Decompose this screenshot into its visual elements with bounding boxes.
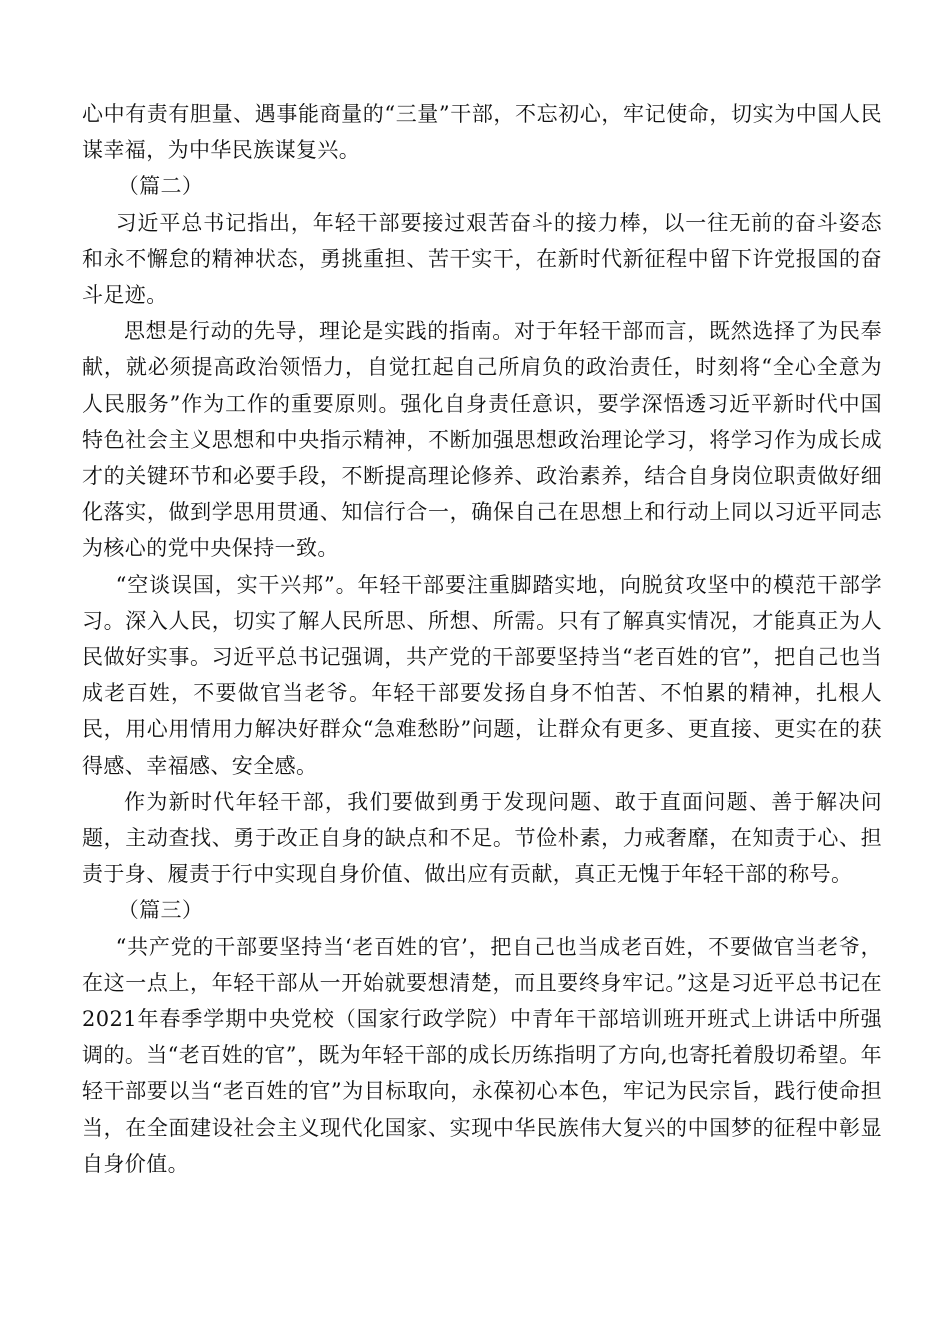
section-heading-part-three: （篇三） bbox=[117, 898, 204, 923]
paragraph: 作为新时代年轻干部，我们要做到勇于发现问题、敢于直面问题、善于解决问题，主动查找、勇于改正自身的缺点和不足。节俭朴素，力戒奢靡，在知责于心、担责于身、履责于行中实现自身价值、做出应有贡献，真正无愧于年轻干部的称号。 bbox=[82, 789, 882, 887]
paragraph: 习近平总书记指出，年轻干部要接过艰苦奋斗的接力棒，以一往无前的奋斗姿态和永不懈怠的精神状态，勇挑重担、苦干实干，在新时代新征程中留下许党报国的奋斗足迹。 bbox=[82, 210, 882, 308]
section-heading-part-two: （篇二） bbox=[117, 174, 204, 199]
document-body bbox=[82, 96, 882, 1182]
paragraph: 思想是行动的先导，理论是实践的指南。对于年轻干部而言，既然选择了为民奉献，就必须提高政治领悟力，自觉扛起自己所肩负的政治责任，时刻将“全心全意为人民服务”作为工作的重要原则。强化自身责任意识，要学深悟透习近平新时代中国特色社会主义思想和中央指示精神，不断加强思想政治理论学习，将学习作为成长成才的关键环节和必要手段，不断提高理论修养、政治素养，结合自身岗位职责做好细化落实，做到学思用贯通、知信行合一，确保自己在思想上和行动上同以习近平同志为核心的党中央保持一致。 bbox=[82, 319, 882, 561]
paragraph: “共产党的干部要坚持当‘老百姓的官’，把自己也当成老百姓，不要做官当老爷，在这一点上，年轻干部从一开始就要想清楚，而且要终身牢记。”这是习近平总书记在2021年春季学期中央党校（国家行政学院）中青年干部培训班开班式上讲话中所强调的。当“老百姓的官”，既为年轻干部的成长历练指明了方向,也寄托着殷切希望。年轻干部要以当“老百姓的官”为目标取向，永葆初心本色，牢记为民宗旨，践行使命担当，在全面建设社会主义现代化国家、实现中华民族伟大复兴的中国梦的征程中彰显自身价值。 bbox=[82, 934, 882, 1176]
paragraph: “空谈误国，实干兴邦”。年轻干部要注重脚踏实地，向脱贫攻坚中的模范干部学习。深入人民，切实了解人民所思、所想、所需。只有了解真实情况，才能真正为人民做好实事。习近平总书记强调，共产党的干部要坚持当“老百姓的官”，把自己也当成老百姓，不要做官当老爷。年轻干部要发扬自身不怕苦、不怕累的精神，扎根人民，用心用情用力解决好群众“急难愁盼”问题，让群众有更多、更直接、更实在的获得感、幸福感、安全感。 bbox=[82, 572, 882, 778]
paragraph-continuation: 心中有责有胆量、遇事能商量的“三量”干部，不忘初心，牢记使命，切实为中国人民谋幸福，为中华民族谋复兴。 bbox=[82, 102, 882, 163]
